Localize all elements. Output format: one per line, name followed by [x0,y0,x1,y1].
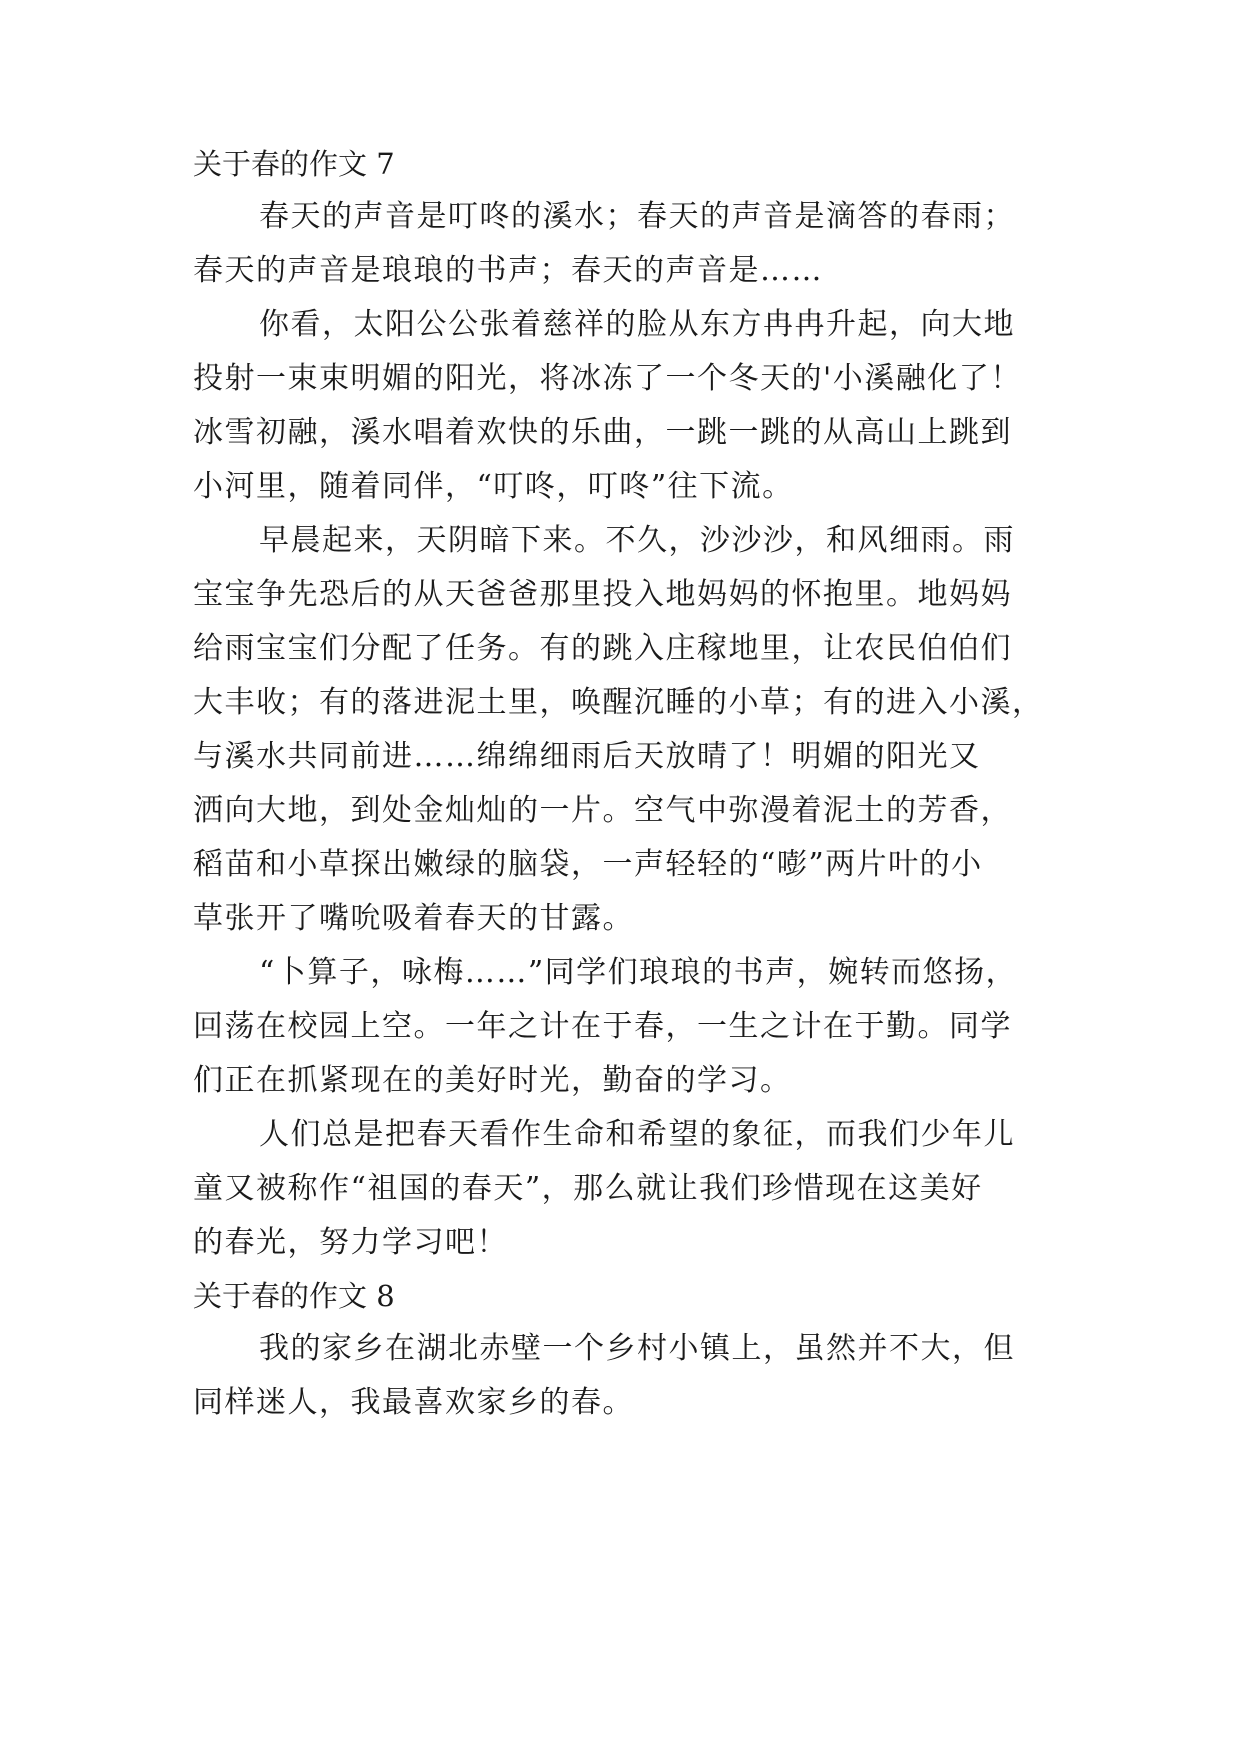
text-line: 稻苗和小草探出嫩绿的脑袋，一声轻轻的“嘭”两片叶的小 [193,847,983,882]
text-line: 童又被称作“祖国的春天”，那么就让我们珍惜现在这美好 [193,1171,983,1206]
text-line: 草张开了嘴吮吸着春天的甘露。 [193,901,634,936]
text-line: 同样迷人，我最喜欢家乡的春。 [193,1385,634,1420]
paragraph [193,1108,1053,1270]
document-page [193,138,1053,1430]
paragraph [193,946,1053,1108]
text-line: 们正在抓紧现在的美好时光，勤奋的学习。 [193,1063,792,1098]
text-line: 你看，太阳公公张着慈祥的脸从东方冉冉升起，向大地 [259,307,1015,342]
paragraph [193,514,1053,946]
text-line: 回荡在校园上空。一年之计在于春，一生之计在于勤。同学 [193,1009,1012,1044]
text-line: 人们总是把春天看作生命和希望的象征，而我们少年儿 [259,1117,1015,1152]
essay-title: 关于春的作文 8 [193,1279,395,1313]
text-line: 投射一束束明媚的阳光，将冰冻了一个冬天的'小溪融化了！ [193,361,1022,396]
paragraph [193,298,1053,514]
text-line: 大丰收；有的落进泥土里，唤醒沉睡的小草；有的进入小溪， [193,685,1044,720]
text-line: “卜算子，咏梅……”同学们琅琅的书声，婉转而悠扬， [259,955,1018,990]
text-line: 与溪水共同前进……绵绵细雨后天放晴了！明媚的阳光又 [193,739,981,774]
essay-title: 关于春的作文 7 [193,147,395,181]
text-line: 冰雪初融，溪水唱着欢快的乐曲，一跳一跳的从高山上跳到 [193,415,1012,450]
text-line: 洒向大地，到处金灿灿的一片。空气中弥漫着泥土的芳香， [193,793,1012,828]
text-line: 给雨宝宝们分配了任务。有的跳入庄稼地里，让农民伯伯们 [193,631,1012,666]
paragraph [193,1322,1053,1430]
text-line: 春天的声音是叮咚的溪水；春天的声音是滴答的春雨； [259,199,1015,234]
paragraph [193,190,1053,298]
text-line: 我的家乡在湖北赤壁一个乡村小镇上，虽然并不大，但 [259,1331,1015,1366]
text-line: 早晨起来，天阴暗下来。不久，沙沙沙，和风细雨。雨 [259,523,1015,558]
text-line: 春天的声音是琅琅的书声；春天的声音是…… [193,253,823,288]
text-line: 小河里，随着同伴，“叮咚，叮咚”往下流。 [193,469,794,504]
text-line: 宝宝争先恐后的从天爸爸那里投入地妈妈的怀抱里。地妈妈 [193,577,1012,612]
text-line: 的春光，努力学习吧！ [193,1225,508,1260]
